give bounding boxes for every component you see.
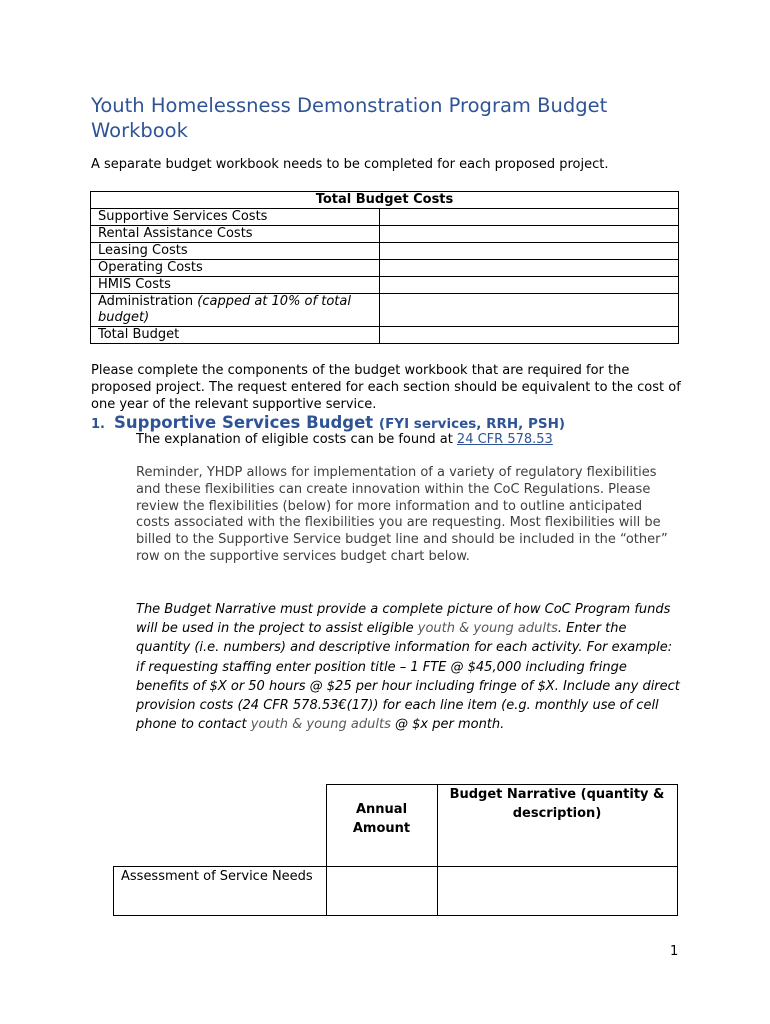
reminder-paragraph: Reminder, YHDP allows for implementation of a variety of regulatory flexibilities and these flexibilities can create innovation within the CoC Regulations. Please review the flexibilities (below) for more information and to outline anticipated costs associated with the flexibilities you are requesting. Most flexibilities will be billed to the Supportive Service budget line and should be included in the “other” row on the supportive services budget chart below. bbox=[136, 465, 668, 564]
narrative-part-1: The Budget Narrative must provide a complete picture of how CoC Program funds will be used in the project to assist eligible bbox=[136, 602, 671, 637]
table-row bbox=[91, 243, 679, 260]
cfr-link[interactable]: 24 CFR 578.53 bbox=[456, 432, 553, 447]
table-row bbox=[114, 867, 678, 916]
table-row bbox=[91, 209, 679, 226]
row-label-assessment: Assessment of Service Needs bbox=[114, 867, 327, 916]
row-label-leasing: Leasing Costs bbox=[91, 243, 380, 260]
table-row bbox=[91, 277, 679, 294]
section-subtitle: (FYI services, RRH, PSH) bbox=[378, 416, 566, 432]
supportive-services-table bbox=[113, 784, 678, 916]
section-number: 1. bbox=[91, 417, 105, 432]
narrative-part-2: . Enter the quantity (i.e. numbers) and descriptive information for each activity. For example: if requesting staffing enter position title – 1 FTE @ $45,000 including fringe benefits of $X or 50 hours @ $25 per hour including fringe of $X. Include any direct provision costs (24 CFR 578.53€(17)) for each line item (e.g. monthly use of cell phone to contact bbox=[136, 621, 680, 733]
instructions-paragraph: Please complete the components of the budget workbook that are required for the proposed project. The request entered for each section should be equivalent to the cost of one year of the relevant supportive service. bbox=[91, 363, 681, 412]
narrative-youth-2: youth & young adults bbox=[250, 717, 391, 733]
row-label-administration bbox=[91, 294, 380, 327]
row-value-operating[interactable] bbox=[380, 260, 679, 277]
page-number: 1 bbox=[670, 944, 679, 959]
row-amount-assessment[interactable] bbox=[326, 867, 437, 916]
row-value-rental-assistance[interactable] bbox=[380, 226, 679, 243]
administration-label: Administration bbox=[98, 294, 198, 309]
total-budget-costs-table bbox=[90, 191, 679, 344]
table-row bbox=[91, 294, 679, 327]
table-row bbox=[91, 260, 679, 277]
row-narrative-assessment[interactable] bbox=[437, 867, 677, 916]
row-label-operating: Operating Costs bbox=[91, 260, 380, 277]
row-label-hmis: HMIS Costs bbox=[91, 277, 380, 294]
table-row bbox=[91, 226, 679, 243]
section-1-heading bbox=[91, 413, 565, 432]
row-label-total-budget: Total Budget bbox=[91, 327, 380, 344]
narrative-youth-1: youth & young adults bbox=[417, 621, 558, 637]
section-title: Supportive Services Budget bbox=[114, 413, 374, 432]
document-title: Youth Homelessness Demonstration Program Budget Workbook bbox=[91, 94, 608, 142]
row-value-leasing[interactable] bbox=[380, 243, 679, 260]
eligible-costs-explanation bbox=[136, 432, 553, 447]
table-row bbox=[91, 327, 679, 344]
row-value-administration[interactable] bbox=[380, 294, 679, 327]
annual-amount-header: Annual Amount bbox=[326, 785, 437, 867]
narrative-part-3: @ $x per month. bbox=[390, 717, 505, 733]
row-label-supportive-services: Supportive Services Costs bbox=[91, 209, 380, 226]
administration-cap-note: (capped at 10% of total budget) bbox=[98, 294, 351, 325]
empty-corner-cell bbox=[114, 785, 327, 867]
row-value-supportive-services[interactable] bbox=[380, 209, 679, 226]
intro-text: A separate budget workbook needs to be completed for each proposed project. bbox=[91, 157, 609, 172]
budget-narrative-header: Budget Narrative (quantity & description) bbox=[437, 785, 677, 867]
budget-narrative-paragraph bbox=[136, 600, 681, 734]
row-label-rental-assistance: Rental Assistance Costs bbox=[91, 226, 380, 243]
row-value-total-budget[interactable] bbox=[380, 327, 679, 344]
row-value-hmis[interactable] bbox=[380, 277, 679, 294]
table-header-row bbox=[114, 785, 678, 867]
explain-prefix: The explanation of eligible costs can be found at bbox=[136, 432, 457, 447]
table-header-row bbox=[91, 192, 679, 209]
total-budget-costs-header: Total Budget Costs bbox=[91, 192, 679, 209]
